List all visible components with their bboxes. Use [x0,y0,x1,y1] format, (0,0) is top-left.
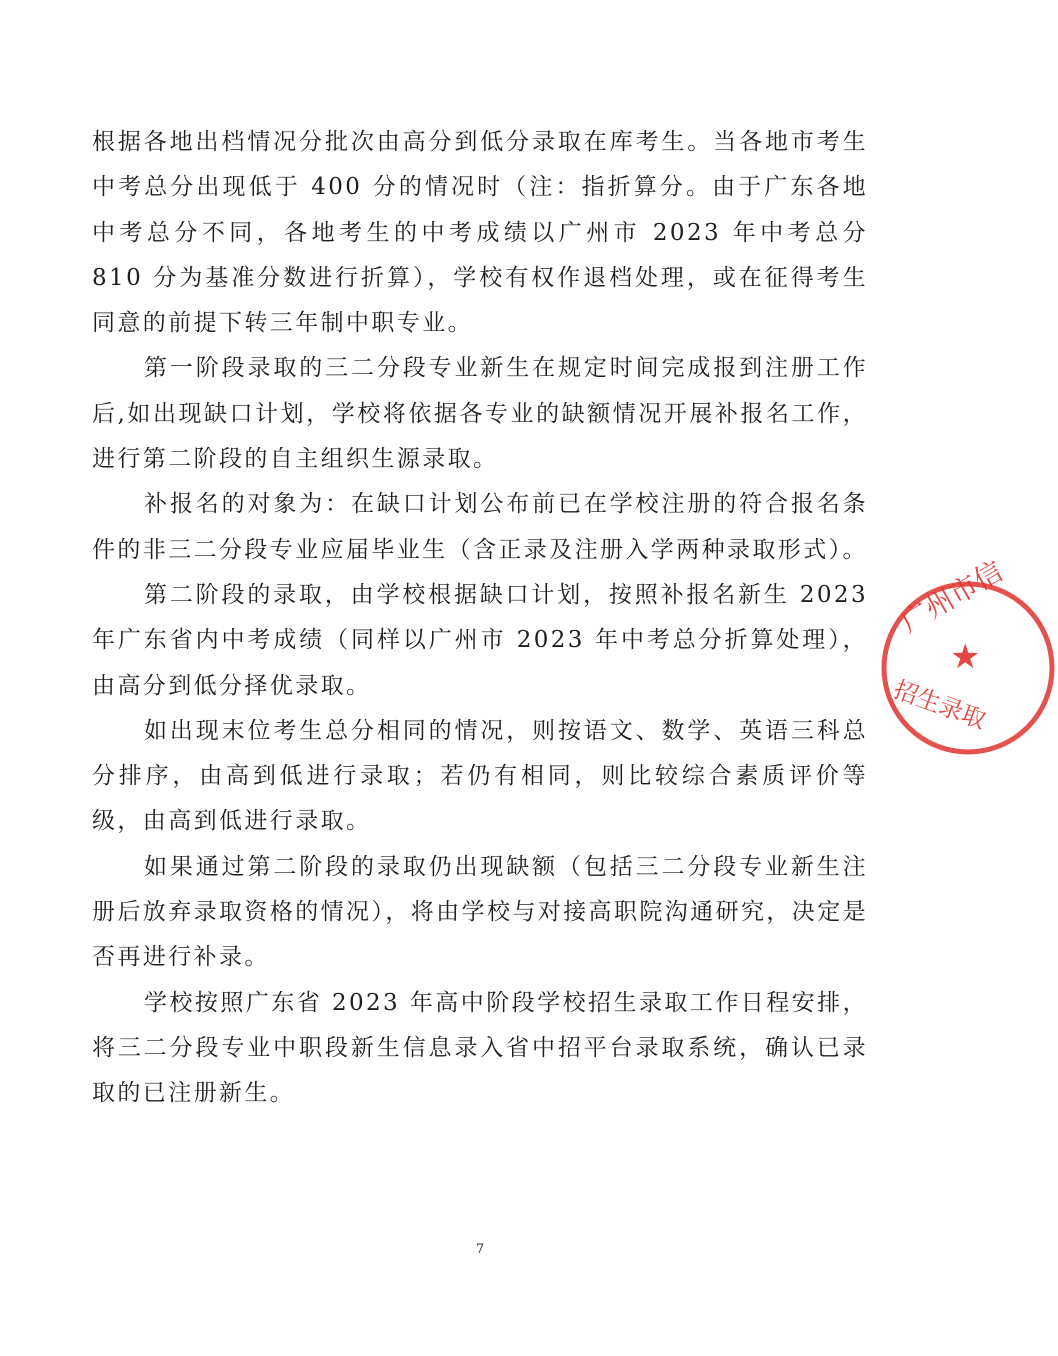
paragraph-7: 学校按照广东省 2023 年高中阶段学校招生录取工作日程安排，将三二分段专业中职段新生信息录入省中招平台录取系统，确认已录取的已注册新生。 [92,989,868,1107]
paragraph-1: 根据各地出档情况分批次由高分到低分录取在库考生。当各地市考生中考总分出现低于 400 分的情况时（注：指折算分。由于广东各地中考总分不同，各地考生的中考成绩以广州市 2023 年中考总分 810 分为基准分数进行折算），学校有权作退档处理，或在征得考生同意的前提下转三年制中职专业。 [92,129,868,337]
paragraph-4: 第二阶段的录取，由学校根据缺口计划，按照补报名新生 2023 年广东省内中考成绩（同样以广州市 2023 年中考总分折算处理），由高分到低分择优录取。 [92,581,868,699]
svg-text:★: ★ [950,637,981,677]
paragraph-3: 补报名的对象为：在缺口计划公布前已在学校注册的符合报名条件的非三二分段专业应届毕业生（含正录及注册入学两种录取形式）。 [92,491,868,563]
page-number: 7 [475,1242,485,1257]
official-seal-stamp [878,554,1058,758]
paragraph-6: 如果通过第二阶段的录取仍出现缺额（包括三二分段专业新生注册后放弃录取资格的情况），将由学校与对接高职院沟通研究，决定是否再进行补录。 [92,853,868,971]
svg-text:广州市信: 广州市信 [895,554,1009,640]
svg-text:招生录取: 招生录取 [889,675,990,735]
document-body [92,120,868,1117]
paragraph-5: 如出现末位考生总分相同的情况，则按语文、数学、英语三科总分排序，由高到低进行录取；若仍有相同，则比较综合素质评价等级，由高到低进行录取。 [92,717,868,835]
paragraph-2: 第一阶段录取的三二分段专业新生在规定时间完成报到注册工作后,如出现缺口计划，学校将依据各专业的缺额情况开展补报名工作，进行第二阶段的自主组织生源录取。 [92,355,868,473]
